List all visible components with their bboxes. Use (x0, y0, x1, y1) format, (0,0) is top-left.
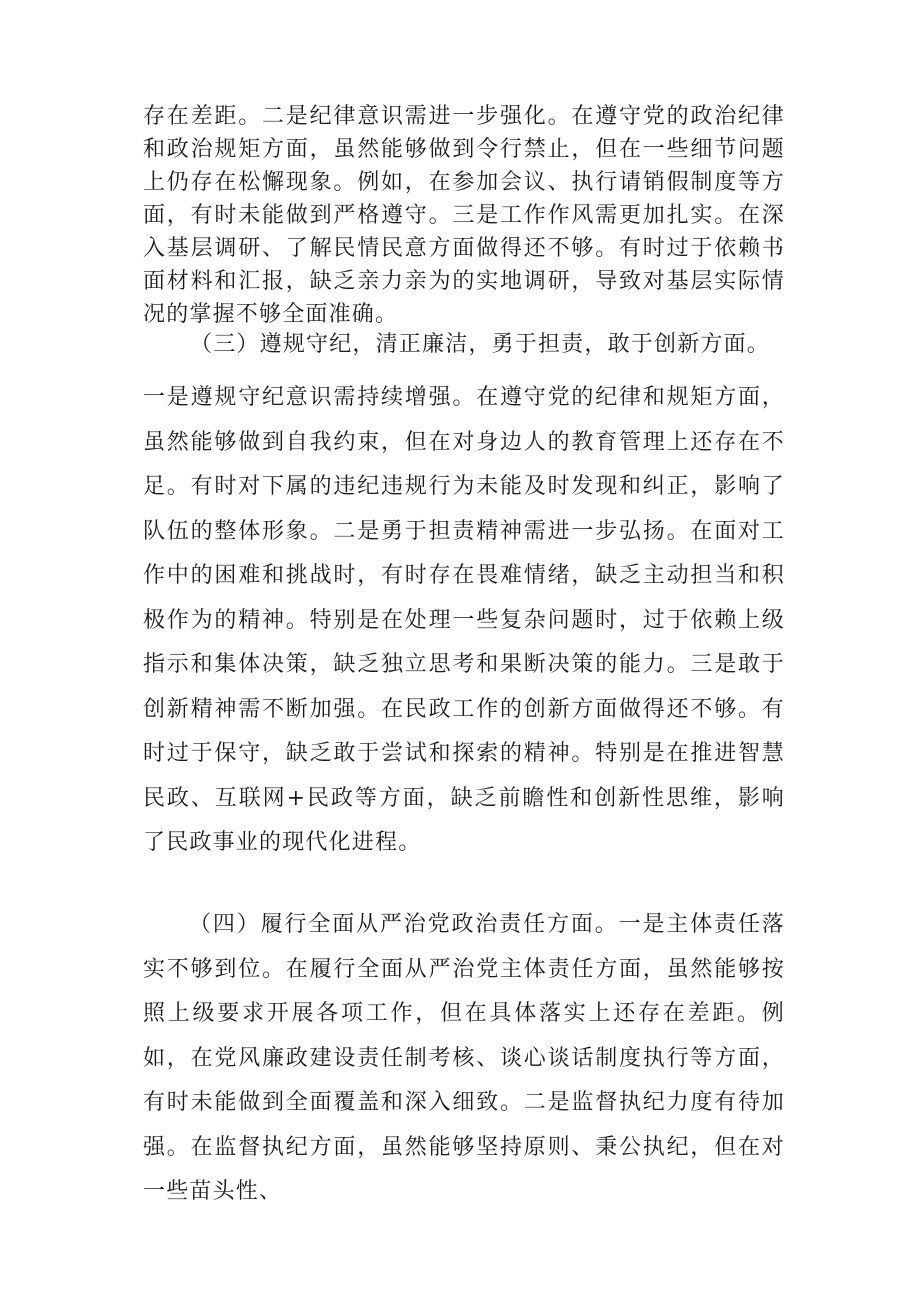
body-paragraph-1: 存在差距。二是纪律意识需进一步强化。在遵守党的政治纪律和政治规矩方面，虽然能够做到令行禁止，但在一些细节问题上仍存在松懈现象。例如，在参加会议、执行请销假制度等方面，有时未能做到严格遵守。三是工作作风需更加扎实。在深入基层调研、了解民情民意方面做得还不够。有时过于依赖书面材料和汇报，缺乏亲力亲为的实地调研，导致对基层实际情况的掌握不够全面准确。 (143, 104, 785, 327)
section-heading-3: （三）遵规守纪，清正廉洁，勇于担责，敢于创新方面。 (190, 332, 771, 357)
body-paragraph-2: 一是遵规守纪意识需持续增强。在遵守党的纪律和规矩方面，虽然能够做到自我约束，但在对身边人的教育管理上还存在不足。有时对下属的违纪违规行为未能及时发现和纠正，影响了队伍的整体形象。二是勇于担责精神需进一步弘扬。在面对工作中的困难和挑战时，有时存在畏难情绪，缺乏主动担当和积极作为的精神。特别是在处理一些复杂问题时，过于依赖上级指示和集体决策，缺乏独立思考和果断决策的能力。三是敢于创新精神需不断加强。在民政工作的创新方面做得还不够。有时过于保守，缺乏敢于尝试和探索的精神。特别是在推进智慧民政、互联网+民政等方面，缺乏前瞻性和创新性思维，影响了民政事业的现代化进程。 (143, 385, 785, 855)
body-paragraph-3: （四）履行全面从严治党政治责任方面。一是主体责任落实不够到位。在履行全面从严治党主体责任方面，虽然能够按照上级要求开展各项工作，但在具体落实上还存在差距。例如，在党风廉政建设责任制考核、谈心谈话制度执行等方面，有时未能做到全面覆盖和深入细致。二是监督执纪力度有待加强。在监督执纪方面，虽然能够坚持原则、秉公执纪，但在对一些苗头性、 (143, 912, 785, 1203)
